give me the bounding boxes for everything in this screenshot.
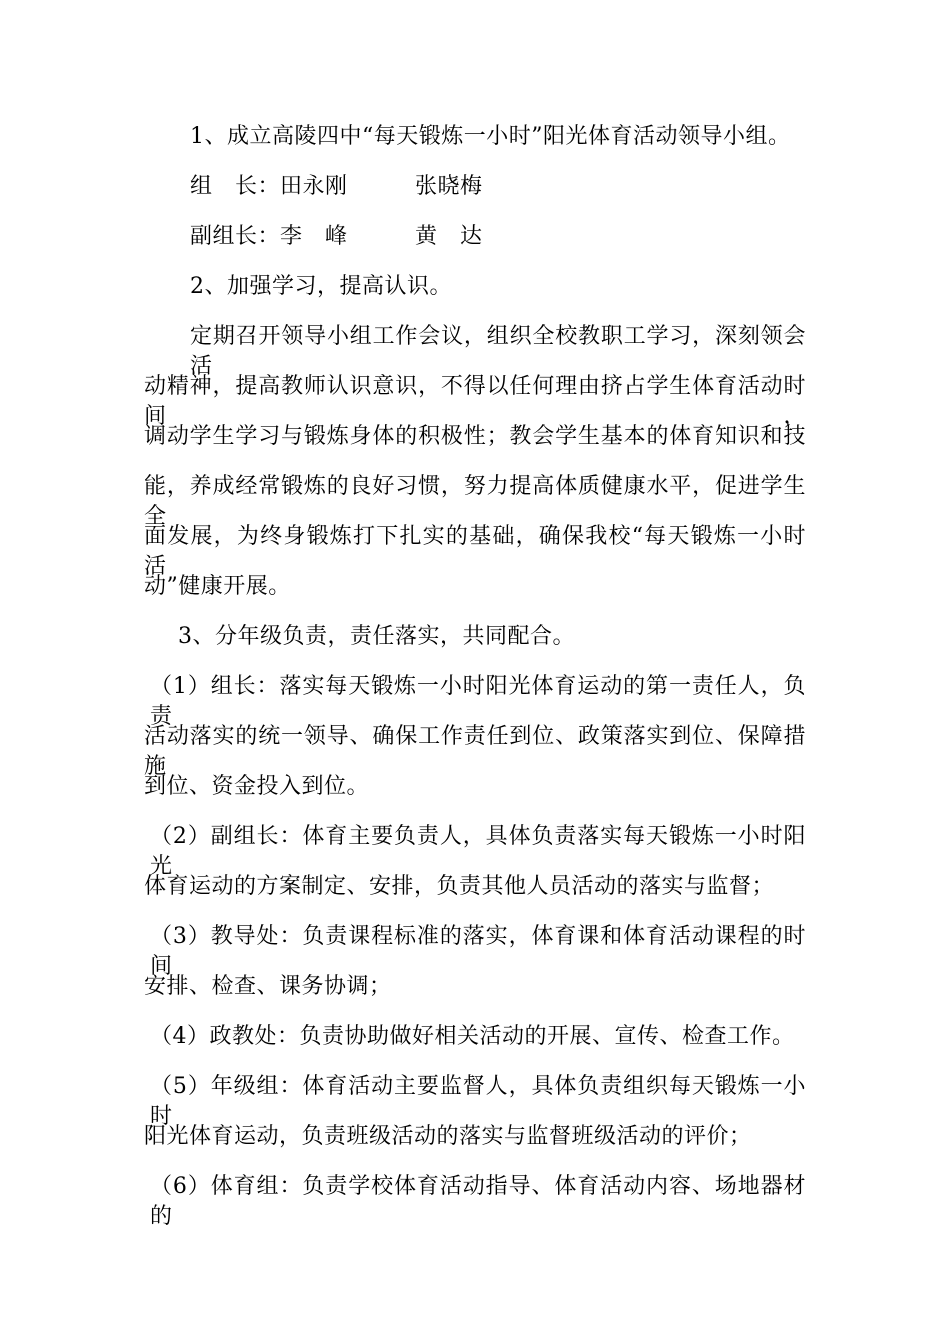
list-item-2-line: （2）副组长：体育主要负责人，具体负责落实每天锻炼一小时阳光 (150, 824, 806, 879)
list-item-1-line: 活动落实的统一领导、确保工作责任到位、政策落实到位、保障措施 (144, 724, 806, 779)
list-item-2-line: 体育运动的方案制定、安排，负责其他人员活动的落实与监督； (144, 874, 775, 899)
list-item-5-line: （5）年级组：体育活动主要监督人，具体负责组织每天锻炼一小时 (150, 1074, 806, 1129)
group-leader-line: 组 长：田永刚 张晓梅 (190, 174, 483, 199)
section-1-heading: 1、成立高陵四中“每天锻炼一小时”阳光体育活动领导小组。 (190, 124, 791, 149)
paragraph-line: 调动学生学习与锻炼身体的积极性；教会学生基本的体育知识和技 (144, 424, 806, 449)
paragraph-line: 能，养成经常锻炼的良好习惯，努力提高体质健康水平，促进学生全 (144, 474, 806, 529)
paragraph-line: 定期召开领导小组工作会议，组织全校教职工学习，深刻领会活 (190, 324, 806, 379)
deputy-leader-line: 副组长：李 峰 黄 达 (190, 224, 483, 249)
list-item-3-line: （3）教导处：负责课程标准的落实，体育课和体育活动课程的时间 (150, 924, 806, 979)
paragraph-line: 面发展，为终身锻炼打下扎实的基础，确保我校“每天锻炼一小时活 (144, 524, 806, 579)
list-item-4-line: （4）政教处：负责协助做好相关活动的开展、宣传、检查工作。 (150, 1024, 795, 1049)
list-item-3-line: 安排、检查、课务协调； (144, 974, 392, 999)
paragraph-line: 动精神，提高教师认识意识，不得以任何理由挤占学生体育活动时间， (144, 374, 806, 429)
list-item-6-line: （6）体育组：负责学校体育活动指导、体育活动内容、场地器材的 (150, 1174, 806, 1229)
paragraph-line: 动”健康开展。 (144, 574, 291, 599)
section-3-heading: 3、分年级负责，责任落实，共同配合。 (178, 624, 575, 649)
list-item-1-line: （1）组长：落实每天锻炼一小时阳光体育运动的第一责任人，负责 (150, 674, 806, 729)
list-item-5-line: 阳光体育运动，负责班级活动的落实与监督班级活动的评价； (144, 1124, 752, 1149)
section-2-heading: 2、加强学习，提高认识。 (190, 274, 452, 299)
list-item-1-line: 到位、资金投入到位。 (144, 774, 370, 799)
